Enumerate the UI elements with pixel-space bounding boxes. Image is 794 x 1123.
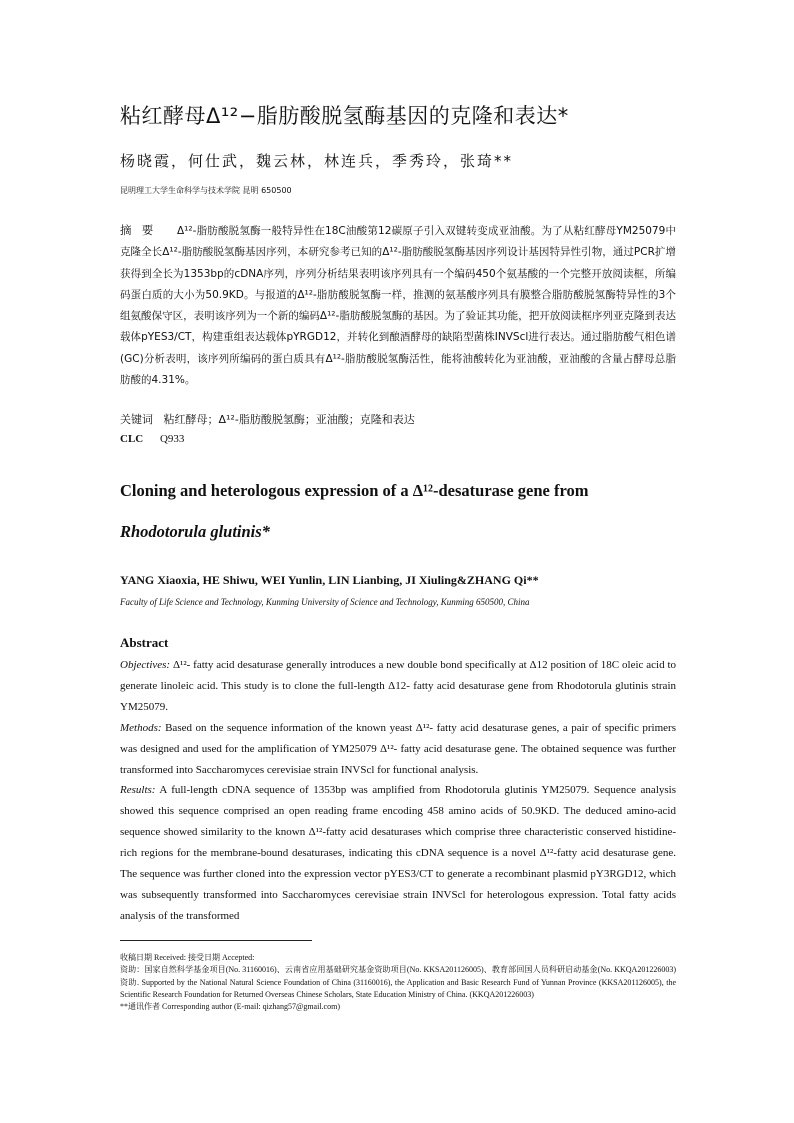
corresponding-note: **通讯作者 Corresponding author (E-mail: qizhang57@gmail.com) <box>120 1002 340 1012</box>
methods-text: Based on the sequence information of the known yeast Δ¹²- fatty acid desaturase genes, a pair of specific primers was designed and used for the amplification of YM25079 Δ¹²- fatty acid desaturase gene. The obtained sequence was further transformed into Saccharomyces cerevisiae strain INVScl for functional analysis. <box>120 721 676 776</box>
objectives-label: Objectives: <box>120 659 171 671</box>
abstract-heading: Abstract <box>120 635 169 650</box>
chinese-abstract <box>120 220 676 391</box>
objectives-text: Δ¹²- fatty acid desaturase generally introduces a new double bond specifically at Δ12 position of 18C oleic acid to generate linoleic acid. This study is to clone the full-length Δ12- fatty acid desaturase gene from Rhodotorula glutinis strain YM25079. <box>120 659 676 713</box>
results-paragraph <box>120 780 676 926</box>
clc-classification <box>120 433 184 445</box>
english-title-line2: Rhodotorula glutinis* <box>120 522 270 541</box>
chinese-keywords <box>120 411 415 427</box>
methods-paragraph <box>120 718 676 781</box>
footnotes <box>120 952 676 1013</box>
objectives-paragraph <box>120 655 676 718</box>
results-label: Results: <box>120 784 156 797</box>
english-abstract <box>120 655 676 927</box>
results-text: A full-length cDNA sequence of 1353bp was amplified from Rhodotorula glutinis YM25079. Sequence analysis showed this sequence comprised an open reading frame encoding 458 amino acids of 50.9KD. The deduced amino-acid sequence showed similarity to the known Δ¹²-fatty acid desaturases which comprise three characteristic conserved histidine-rich regions for the membrane-bound desaturases, indicating this cDNA sequence is a novel Δ¹²-fatty acid desaturase gene. The sequence was further cloned into the expression vector pYES3/CT to generate a recombinant plasmid pY3RGD12, which was subsequently transformed into Saccharomyces cerevisiae strain INVScl for heterologous expression. Total fatty acids analysis of the transformed <box>120 784 676 922</box>
keywords-text: 粘红酵母；Δ¹²-脂肪酸脱氢酶；亚油酸；克隆和表达 <box>163 413 415 426</box>
received-note: 收稿日期 Received: 接受日期 Accepted: <box>120 953 255 962</box>
chinese-affiliation: 昆明理工大学生命科学与技术学院 昆明 650500 <box>120 186 292 195</box>
keywords-label: 关键词 <box>120 413 153 426</box>
funding-note: 资助：国家自然科学基金项目(No. 31160016)、云南省应用基础研究基金资助项目(No. KKSA201126005)、教育部回国人员科研启动基金(No. KKQA201226003)资助. Supported by the National Natural Science Foundation of China (31160016), the Application and Basic Research Fund of Yunnan Province (KKSA201126005), the Scientific Research Foundation for Returned Overseas Chinese Scholars, State Education Ministry of China. (KKQA201226003) <box>120 965 676 999</box>
footnote-divider <box>120 940 312 941</box>
chinese-abstract-label: 摘要 <box>120 223 164 237</box>
methods-label: Methods: <box>120 721 162 734</box>
chinese-authors: 杨晓霞，何仕武，魏云林，林连兵，季秀玲，张琦** <box>120 152 514 170</box>
english-authors: YANG Xiaoxia, HE Shiwu, WEI Yunlin, LIN Lianbing, JI Xiuling&ZHANG Qi** <box>120 573 539 587</box>
clc-label: CLC <box>120 433 144 445</box>
clc-value: Q933 <box>159 433 185 445</box>
english-affiliation: Faculty of Life Science and Technology, Kunming University of Science and Technology, Kunming 650500, China <box>120 597 530 607</box>
english-title-line1: Cloning and heterologous expression of a Δ¹²-desaturase gene from <box>120 481 589 500</box>
chinese-title: 粘红酵母Δ¹²−脂肪酸脱氢酶基因的克隆和表达* <box>120 104 569 128</box>
chinese-abstract-text: Δ¹²-脂肪酸脱氢酶一般特异性在18C油酸第12碳原子引入双键转变成亚油酸。为了从粘红酵母YM25079中克隆全长Δ¹²-脂肪酸脱氢酶基因序列，本研究参考已知的Δ¹²-脂肪酸脱氢酶基因序列设计基因特异性引物，通过PCR扩增获得到全长为1353bp的cDNA序列，序列分析结果表明该序列具有一个编码450个氨基酸的一个完整开放阅读框，所编码蛋白质的大小为50.9KD。与报道的Δ¹²-脂肪酸脱氢酶一样，推测的氨基酸序列具有膜整合脂肪酸脱氢酶特异性的3个组氨酸保守区，表明该序列为一个新的编码Δ¹²-脂肪酸脱氢酶的基因。为了验证其功能，把开放阅读框序列亚克隆到表达载体pYES3/CT，构建重组表达载体pYRGD12，并转化到酿酒酵母的缺陷型菌株INVScl进行表达。通过脂肪酸气相色谱(GC)分析表明，该序列所编码的蛋白质具有Δ¹²-脂肪酸脱氢酶活性，能将油酸转化为亚油酸，亚油酸的含量占酵母总脂肪酸的4.31%。 <box>120 225 676 387</box>
